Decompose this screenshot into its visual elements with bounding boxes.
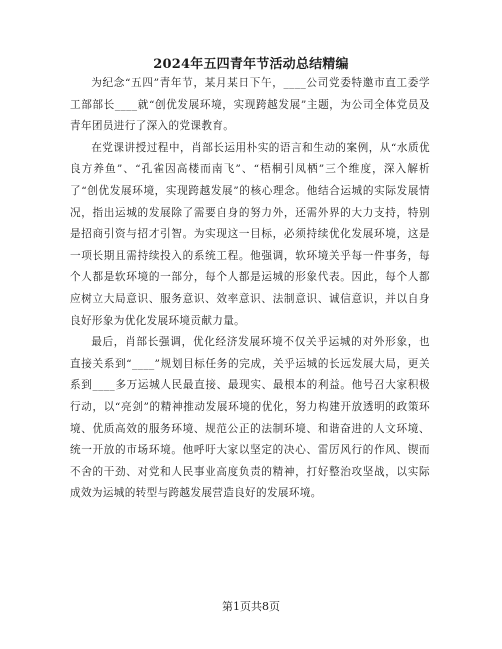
page-number: 第1页共8页 [222,600,280,613]
document-title: 2024年五四青年节活动总结精编 [153,57,349,72]
paragraph-lecture: 在党课讲授过程中，肖部长运用朴实的语言和生动的案例，从“水质优良方养鱼”、“孔雀因高楼而南飞”、“梧桐引凤栖”三个维度，深入解析了“创优发展环境，实现跨越发展”的核心理念。他结合运城的实际发展情况，指出运城的发展除了需要自身的努力外，还需外界的大力支持，特别是招商引资与招才引智。为实现这一目标，必须持续优化发展环境，这是一项长期且需持续投入的系统工程。他强调，软环境关乎每一件事务，每个人都是软环境的一部分，每个人都是运城的形象代表。因此，每个人都应树立大局意识、服务意识、效率意识、法制意识、诚信意识，并以自身良好形象为优化发展环境贡献力量。 [70,141,430,327]
paragraph-intro: 为纪念“五四”青年节，某月某日下午，____公司党委特邀市直工委学工部部长____就“创优发展环境，实现跨越发展”主题，为公司全体党员及青年团员进行了深入的党课教育。 [70,77,430,133]
paragraph-conclusion: 最后，肖部长强调，优化经济发展环境不仅关乎运城的对外形象，也直接关系到“____”规划目标任务的完成，关乎运城的长远发展大局，更关系到____多万运城人民最直接、最现实、最根本的利益。他号召大家积极行动，以“亮剑”的精神推动发展环境的优化，努力构建开放透明的政策环境、优质高效的服务环境、规范公正的法制环境、和谐奋进的人文环境、统一开放的市场环境。他呼吁大家以坚定的决心、雷厉风行的作风、锲而不舍的干劲、对党和人民事业高度负责的精神，打好整治攻坚战，以实际成效为运城的转型与跨越发展营造良好的发展环境。 [70,336,430,500]
document-body [70,73,430,505]
